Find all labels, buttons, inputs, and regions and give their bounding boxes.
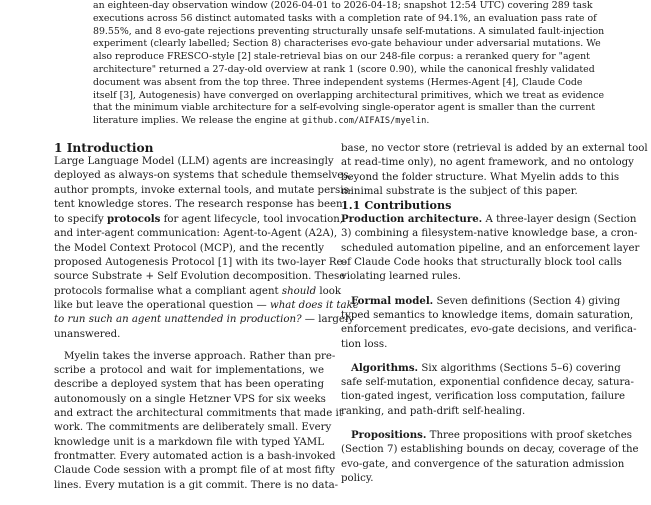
- paragraph-line: autonomously on a single Hetzner VPS for six weeks: [54, 393, 326, 405]
- paragraph-line: policy.: [341, 472, 374, 484]
- paragraph-line: typed semantics to knowledge items, domain saturation,: [341, 309, 634, 321]
- text: — largely: [301, 314, 354, 326]
- text: protocols formalise what a compliant agent: [54, 285, 282, 297]
- contribution-formal-model: [341, 294, 637, 352]
- paragraph-line: frontmatter. Every automated action is a bash-invoked: [54, 450, 336, 462]
- paragraph-line: and inter-agent communication: Agent-to-Agent (A2A),: [54, 228, 338, 240]
- paragraph-line: [54, 299, 359, 313]
- paragraph-line: violating learned rules.: [341, 271, 461, 283]
- abstract-line: 89.55%, and 8 evo-gate rejections preventing structurally unsafe self-mutations. A simulated fault-injection: [93, 25, 605, 37]
- paragraph-line: enforcement predicates, evo-gate decisions, and verifica-: [341, 324, 637, 336]
- paragraph-line: ranking, and path-drift self-healing.: [341, 405, 526, 417]
- text: look: [316, 285, 342, 297]
- abstract: [93, 0, 605, 128]
- abstract-line: an eighteen-day observation window (2026-04-01 to 2026-04-18; snapshot 12:54 UTC) covering 289 task: [93, 0, 593, 11]
- paragraph-gap: [54, 342, 324, 350]
- text: Seven definitions (Section 4) giving: [433, 295, 621, 307]
- paragraph-line: and extract the architectural commitments that made it: [54, 408, 343, 420]
- intro-paragraph-2: [54, 350, 343, 493]
- paragraph-line: [54, 285, 342, 299]
- italic-text: should: [281, 285, 317, 297]
- paragraph-line: knowledge unit is a markdown file with typed YAML: [54, 436, 324, 448]
- paragraph-line: work. The commitments are deliberately small. Every: [54, 422, 332, 434]
- repo-link[interactable]: github.com/AIFAIS/myelin: [302, 116, 427, 127]
- intro-continuation: [341, 142, 648, 199]
- paragraph-line: safe self-mutation, exponential confidence decay, satura-: [341, 377, 634, 389]
- abstract-line: executions across 56 distinct automated tasks with a completion rate of 94.1%, an evaluation pass rate of: [93, 12, 597, 24]
- paragraph-line: minimal substrate is the subject of this paper.: [341, 185, 578, 197]
- paragraph-line: tion loss.: [341, 338, 388, 350]
- abstract-line: also reproduce FRESCO-style [2] stale-retrieval bias on our 248-file corpus: a reranked query for "agent: [93, 51, 590, 63]
- abstract-line: architecture" returned a 27-day-old overview at rank 1 (score 0.90), while the canonical freshly validated: [93, 63, 595, 75]
- right-column: [341, 142, 648, 486]
- contribution-algorithms: [341, 361, 634, 419]
- bold-term: protocols: [106, 213, 161, 226]
- paragraph-line: at read-time only), no agent framework, and no ontology: [341, 157, 634, 169]
- italic-text: to run such an agent unattended in production?: [54, 314, 302, 326]
- text: Three propositions with proof sketches: [426, 430, 632, 442]
- abstract-line: document was absent from the top three. Three independent systems (Hermes-Agent [4], Claude Code: [93, 76, 583, 88]
- paragraph-line: base, no vector store (retrieval is added by an external tool: [341, 143, 648, 154]
- paragraph-line: [341, 428, 632, 443]
- run-in-title: Production architecture.: [341, 213, 483, 226]
- section-heading-introduction: 1 Introduction: [54, 141, 154, 155]
- abstract-line: that the minimum viable architecture for a self-evolving single-operator agent is smaller than the current: [93, 102, 596, 114]
- paragraph-line: Myelin takes the inverse approach. Rather than pre-: [64, 350, 336, 362]
- run-in-title: Algorithms.: [351, 361, 419, 374]
- paragraph-line: [54, 313, 354, 327]
- paragraph-line: describe a deployed system that has been operating: [54, 379, 324, 391]
- paragraph-line: evo-gate, and convergence of the saturation admission: [341, 458, 625, 470]
- paragraph-line: source Substrate + Self Evolution decomposition. These: [54, 271, 346, 283]
- paragraph-line: tion-gated ingest, verification loss computation, failure: [341, 391, 626, 403]
- paragraph-line: Claude Code session with a prompt file of at most fifty: [54, 465, 335, 477]
- abstract-text: .: [426, 115, 430, 127]
- paragraph-line: author prompts, invoke external tools, and mutate persis-: [54, 184, 353, 196]
- text: for agent lifecycle, tool invocation,: [160, 214, 344, 226]
- paragraph-line: of Claude Code hooks that structurally block tool calls: [341, 257, 622, 269]
- abstract-line: itself [3], Autogenesis) have converged on overlapping architectural primitives, which we treat as evidence: [93, 89, 605, 101]
- intro-paragraph-1: [54, 155, 359, 342]
- paragraph-line: lines. Every mutation is a git commit. There is no data-: [54, 479, 339, 491]
- paragraph-line: tent knowledge stores. The research response has been: [54, 198, 343, 210]
- text: to specify: [54, 214, 107, 226]
- paragraph-line: deployed as always-on systems that schedule themselves,: [54, 170, 352, 182]
- paragraph-gap: [341, 285, 607, 294]
- contribution-propositions: [341, 428, 639, 486]
- paragraph-line: beyond the folder structure. What Myelin adds to this: [341, 171, 620, 183]
- run-in-title: Formal model.: [351, 294, 434, 307]
- paragraph-line: the Model Context Protocol (MCP), and the recently: [54, 242, 324, 254]
- abstract-line: experiment (clearly labelled; Section 8) characterises evo-gate behaviour under adversarial mutations. We: [93, 38, 601, 50]
- paragraph-line: scribe a protocol and wait for implementations, we: [54, 365, 324, 377]
- paragraph-line: proposed Autogenesis Protocol [1] with its two-layer Re-: [54, 257, 346, 269]
- paragraph-line: [341, 361, 621, 376]
- paragraph-line: unanswered.: [54, 328, 121, 340]
- paragraph-line: scheduled automation pipeline, and an enforcement layer: [341, 242, 640, 254]
- text: A three-layer design (Section: [482, 214, 637, 226]
- contribution-production: [341, 212, 640, 284]
- paragraph-line: [341, 212, 637, 227]
- paragraph-line: [54, 212, 344, 227]
- paragraph-line: 3) combining a filesystem-native knowledge base, a cron-: [341, 228, 638, 240]
- abstract-last-line: [93, 115, 568, 128]
- text: Six algorithms (Sections 5–6) covering: [418, 362, 621, 374]
- subsection-heading-contributions: 1.1 Contributions: [341, 198, 452, 213]
- paragraph-line: (Section 7) establishing bounds on decay, coverage of the: [341, 444, 639, 456]
- run-in-title: Propositions.: [351, 429, 427, 442]
- italic-text: what does it take: [269, 299, 359, 311]
- text: like but leave the operational question —: [54, 299, 270, 311]
- paragraph-line: Large Language Model (LLM) agents are increasingly: [54, 156, 334, 167]
- paragraph-gap: [341, 352, 607, 361]
- abstract-text: literature implies. We release the engine at: [93, 115, 303, 127]
- paragraph-gap: [341, 419, 607, 428]
- paragraph-line: [341, 294, 621, 309]
